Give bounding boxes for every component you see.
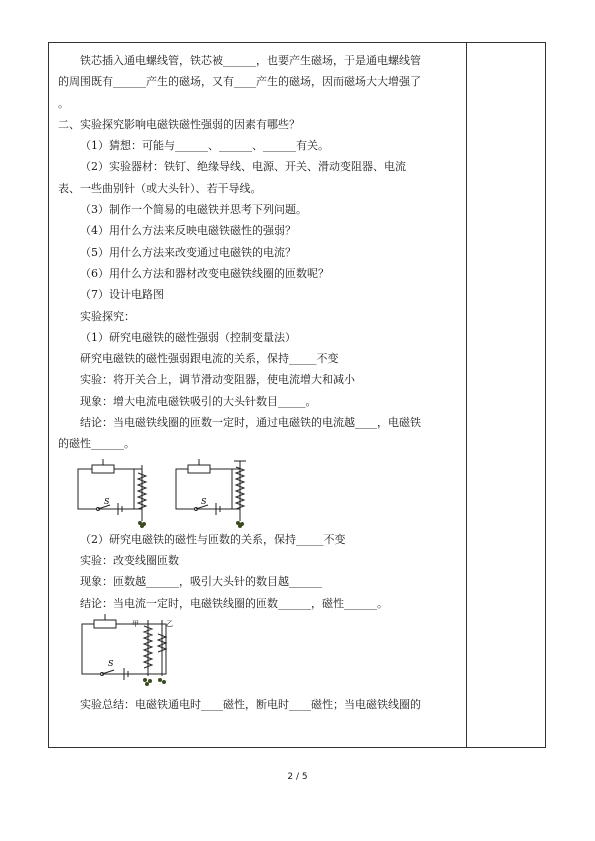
text-line: （1）猜想：可能与______、______、______有关。: [80, 139, 329, 153]
text-line: （5）用什么方法来改变通过电磁铁的电流？: [80, 245, 296, 259]
text-line: 的周围既有______产生的磁场，又有____产生的磁场，因而磁场大大增强了: [58, 75, 421, 89]
text-line: 结论：当电磁铁线圈的匝数一定时，通过电磁铁的电流越____，电磁铁: [80, 416, 421, 430]
text-line: 的磁性______。: [58, 437, 135, 451]
text-line: 铁芯插入通电螺线管，铁芯被______，也要产生磁场，于是通电螺线管: [80, 54, 421, 67]
circuit-diagram-2: [58, 614, 258, 694]
section-heading: 二、实验探究影响电磁铁磁性强弱的因素有哪些？: [58, 117, 300, 131]
switch-label-b: S: [201, 496, 207, 506]
text-line: （2）实验器材：铁钉、绝缘导线、电源、开关、滑动变阻器、电流: [80, 160, 406, 174]
coil-label-yi: 乙: [166, 619, 173, 628]
document-body: [58, 50, 458, 715]
text-line: （2）研究电磁铁的磁性与匝数的关系，保持_____不变: [80, 532, 346, 546]
text-line: 研究电磁铁的磁性强弱跟电流的关系，保持_____不变: [80, 352, 339, 366]
text-line: 实验：将开关合上，调节滑动变阻器，使电流增大和减小: [80, 373, 355, 387]
circuit-diagram-1: [58, 455, 298, 529]
coil-label-jia: 甲: [132, 619, 139, 628]
text-line: 实验：改变线圈匝数: [80, 553, 179, 567]
text-line: （3）制作一个简易的电磁铁并思考下列问题。: [80, 203, 307, 217]
column-divider: [466, 42, 467, 748]
text-line: 。: [58, 96, 69, 110]
text-line: 表、一些曲别针（或大头针）、若干导线。: [58, 181, 262, 195]
switch-label-a: S: [104, 496, 110, 506]
text-line: 现象：匝数越______，吸引大头针的数目越______: [80, 575, 322, 589]
text-line: 现象：增大电流电磁铁吸引的大头针数目_____。: [80, 394, 317, 408]
text-line: （1）研究电磁铁的磁性强弱（控制变量法）: [80, 330, 296, 344]
text-line: （7）设计电路图: [80, 288, 164, 302]
page-number: 2 / 5: [287, 772, 308, 782]
text-line: （4）用什么方法来反映电磁铁磁性的强弱？: [80, 224, 296, 238]
switch-label: S: [108, 658, 114, 668]
text-line: 实验探究：: [80, 309, 135, 323]
text-line: 结论：当电流一定时，电磁铁线圈的匝数______，磁性______。: [80, 596, 388, 610]
circuit-figure-2: [58, 614, 458, 694]
text-line: （6）用什么方法和器材改变电磁铁线圈的匝数呢？: [80, 266, 329, 280]
text-line: 实验总结：电磁铁通电时____磁性，断电时____磁性；当电磁铁线圈的: [80, 697, 421, 711]
circuit-figure-1: [58, 455, 458, 529]
